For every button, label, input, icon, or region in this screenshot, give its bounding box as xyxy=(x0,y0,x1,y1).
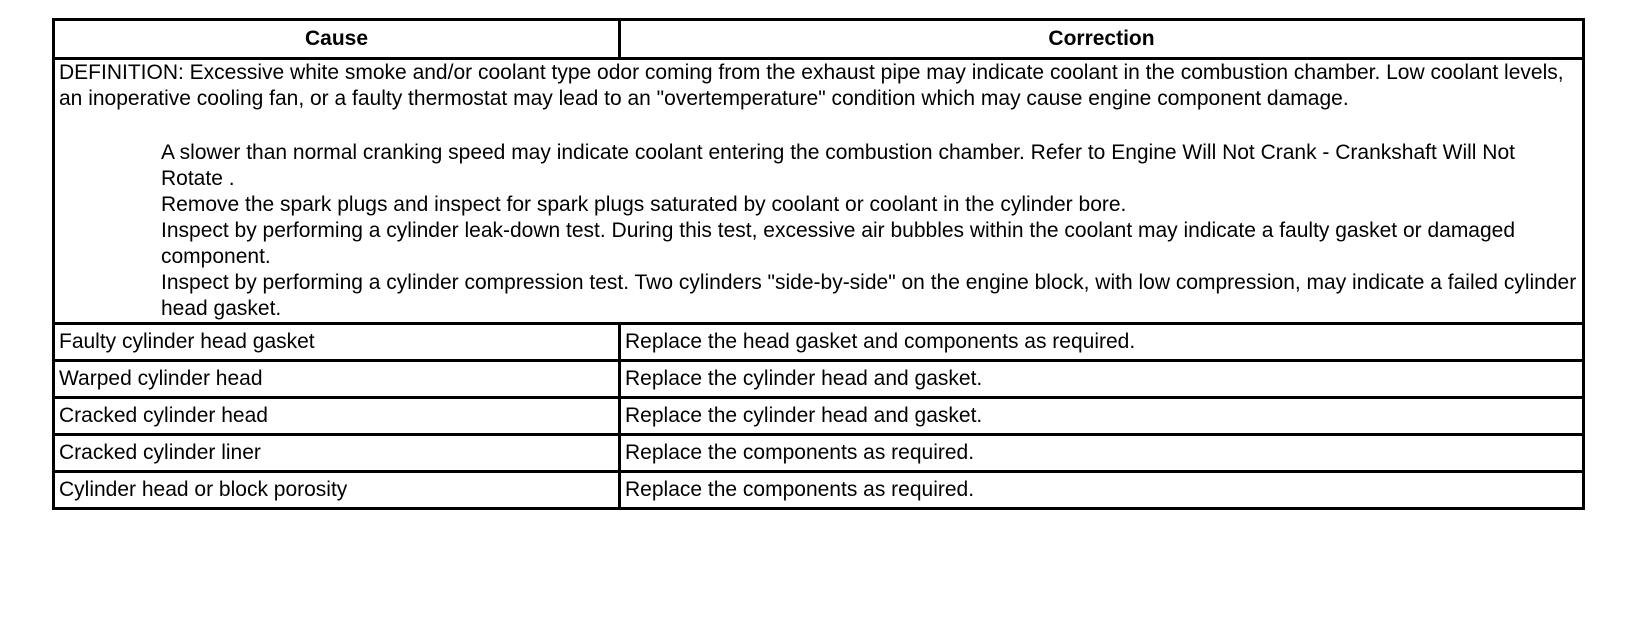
cause-cell: Cracked cylinder liner xyxy=(54,435,620,472)
cause-cell: Warped cylinder head xyxy=(54,361,620,398)
correction-cell: Replace the components as required. xyxy=(620,435,1584,472)
table-row xyxy=(54,361,1584,398)
cause-column-header: Cause xyxy=(54,20,620,59)
diagnostic-step: Inspect by performing a cylinder leak-down test. During this test, excessive air bubbles within the coolant may indicate a faulty gasket or damaged component. xyxy=(161,219,1516,268)
table-row xyxy=(54,472,1584,509)
diagnostic-step: A slower than normal cranking speed may indicate coolant entering the combustion chamber. Refer to Engine Will Not Crank - Crankshaft Will Not Rotate . xyxy=(161,141,1515,190)
table-row xyxy=(54,398,1584,435)
cause-cell: Cracked cylinder head xyxy=(54,398,620,435)
correction-column-header: Correction xyxy=(620,20,1584,59)
definition-text: DEFINITION: Excessive white smoke and/or coolant type odor coming from the exhaust pipe may indicate coolant in the combustion chamber. Low coolant levels, an inoperative cooling fan, or a faulty thermostat may lead to an "overtemperature" condition which may cause engine component damage. xyxy=(59,61,1564,110)
diagnostic-step: Inspect by performing a cylinder compression test. Two cylinders "side-by-side" on the engine block, with low compression, may indicate a failed cylinder head gasket. xyxy=(161,271,1577,320)
diagnostic-steps xyxy=(59,140,1578,322)
correction-cell: Replace the cylinder head and gasket. xyxy=(620,398,1584,435)
cause-cell: Faulty cylinder head gasket xyxy=(54,324,620,361)
correction-cell: Replace the components as required. xyxy=(620,472,1584,509)
diagnostic-step: Remove the spark plugs and inspect for spark plugs saturated by coolant or coolant in the cylinder bore. xyxy=(161,193,1127,216)
correction-cell: Replace the head gasket and components as required. xyxy=(620,324,1584,361)
table-row xyxy=(54,324,1584,361)
header-row xyxy=(54,20,1584,59)
diagnostic-table xyxy=(52,18,1585,510)
table-row xyxy=(54,435,1584,472)
definition-row xyxy=(54,59,1584,324)
correction-cell: Replace the cylinder head and gasket. xyxy=(620,361,1584,398)
cause-cell: Cylinder head or block porosity xyxy=(54,472,620,509)
definition-cell xyxy=(54,59,1584,324)
